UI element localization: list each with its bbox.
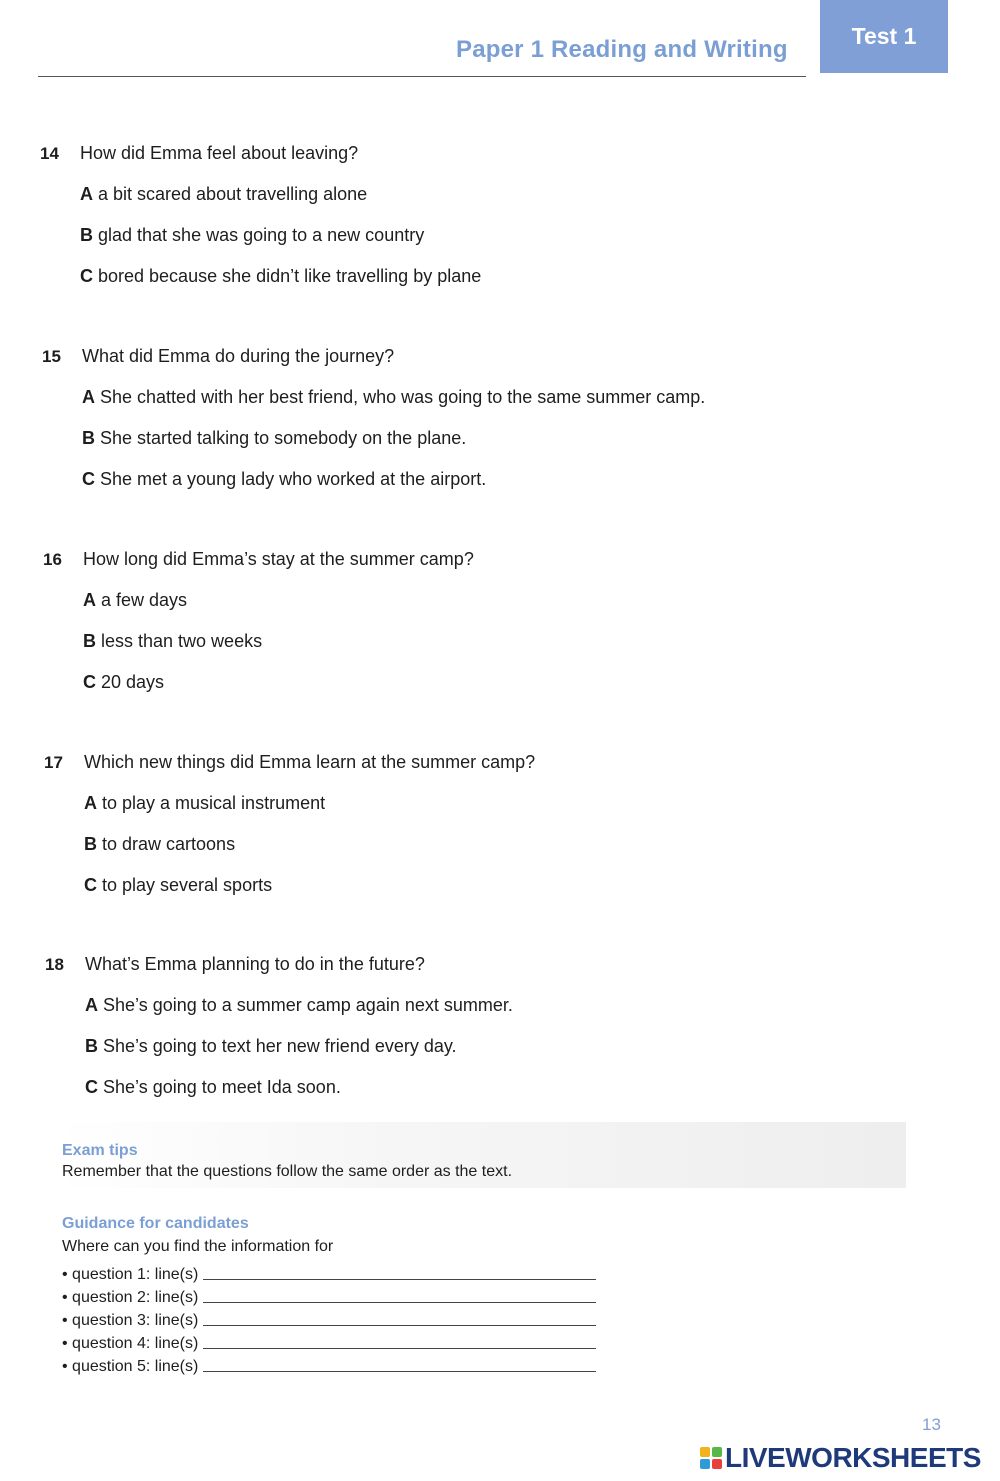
question-text: What’s Emma planning to do in the future? [85, 954, 425, 974]
option-text: to draw cartoons [102, 834, 236, 854]
option-c[interactable] [82, 469, 705, 499]
question-15 [42, 346, 705, 499]
option-letter: B [82, 428, 95, 448]
option-text: to play several sports [102, 875, 273, 895]
question-14 [40, 143, 481, 296]
option-a[interactable] [80, 184, 481, 214]
option-b[interactable] [84, 834, 535, 864]
option-letter: A [80, 184, 93, 204]
option-letter: C [82, 469, 95, 489]
guidance-list [62, 1261, 596, 1376]
option-text: She met a young lady who worked at the airport. [100, 469, 487, 489]
option-text: a bit scared about travelling alone [98, 184, 368, 204]
option-letter: A [85, 995, 98, 1015]
answer-line[interactable] [203, 1325, 596, 1326]
liveworksheets-logo [700, 1442, 981, 1474]
option-c[interactable] [83, 672, 474, 702]
brand-name: LIVEWORKSHEETS [725, 1442, 981, 1473]
answer-line[interactable] [203, 1279, 596, 1280]
guidance-title: Guidance for candidates [62, 1215, 249, 1232]
option-letter: B [84, 834, 97, 854]
option-text: She started talking to somebody on the plane. [100, 428, 467, 448]
question-text: How long did Emma’s stay at the summer camp? [83, 549, 474, 569]
option-letter: A [83, 590, 96, 610]
liveworksheets-icon [700, 1447, 722, 1469]
option-text: 20 days [101, 672, 165, 692]
test-tab: Test 1 [820, 0, 948, 73]
question-text: What did Emma do during the journey? [82, 346, 395, 366]
guidance-item [62, 1261, 596, 1284]
option-c[interactable] [80, 266, 481, 296]
question-number: 16 [43, 550, 62, 569]
option-text: She’s going to meet Ida soon. [103, 1077, 341, 1097]
guidance-item [62, 1284, 596, 1307]
option-letter: C [83, 672, 96, 692]
option-text: less than two weeks [101, 631, 263, 651]
option-text: She’s going to a summer camp again next summer. [103, 995, 513, 1015]
option-text: She chatted with her best friend, who was going to the same summer camp. [100, 387, 706, 407]
option-a[interactable] [85, 995, 513, 1025]
guidance-item-label: • question 1: line(s) [62, 1266, 199, 1283]
option-letter: C [85, 1077, 98, 1097]
guidance-item-label: • question 5: line(s) [62, 1358, 199, 1375]
question-number: 15 [42, 347, 61, 366]
option-letter: C [84, 875, 97, 895]
question-number: 17 [44, 753, 63, 772]
exam-tips-text: Remember that the questions follow the same order as the text. [62, 1163, 513, 1180]
guidance-item-label: • question 2: line(s) [62, 1289, 199, 1306]
option-a[interactable] [83, 590, 474, 620]
option-letter: A [82, 387, 95, 407]
answer-line[interactable] [203, 1348, 596, 1349]
option-letter: B [85, 1036, 98, 1056]
option-c[interactable] [84, 875, 535, 905]
guidance-item [62, 1330, 596, 1353]
header-divider [38, 76, 806, 77]
answer-line[interactable] [203, 1371, 596, 1372]
option-text: She’s going to text her new friend every day. [103, 1036, 457, 1056]
exam-tips-title: Exam tips [62, 1142, 138, 1159]
option-letter: B [80, 225, 93, 245]
question-number: 18 [45, 955, 64, 974]
page-header-title: Paper 1 Reading and Writing [456, 36, 788, 63]
option-text: bored because she didn’t like travelling by plane [98, 266, 482, 286]
option-text: glad that she was going to a new country [98, 225, 425, 245]
question-text: Which new things did Emma learn at the summer camp? [84, 752, 536, 772]
guidance-intro: Where can you find the information for [62, 1238, 334, 1255]
guidance-item-label: • question 3: line(s) [62, 1312, 199, 1329]
answer-line[interactable] [203, 1302, 596, 1303]
question-text: How did Emma feel about leaving? [80, 143, 359, 163]
question-18 [45, 954, 513, 1107]
guidance-item [62, 1307, 596, 1330]
option-b[interactable] [80, 225, 481, 255]
option-b[interactable] [82, 428, 705, 458]
option-letter: A [84, 793, 97, 813]
option-letter: C [80, 266, 93, 286]
option-a[interactable] [84, 793, 535, 823]
question-number: 14 [40, 144, 59, 163]
option-text: a few days [101, 590, 188, 610]
question-17 [44, 752, 535, 905]
option-c[interactable] [85, 1077, 513, 1107]
guidance-item [62, 1353, 596, 1376]
page-number: 13 [922, 1415, 941, 1434]
guidance-item-label: • question 4: line(s) [62, 1335, 199, 1352]
option-b[interactable] [85, 1036, 513, 1066]
option-b[interactable] [83, 631, 474, 661]
question-16 [43, 549, 474, 702]
option-text: to play a musical instrument [102, 793, 326, 813]
option-a[interactable] [82, 387, 705, 417]
option-letter: B [83, 631, 96, 651]
